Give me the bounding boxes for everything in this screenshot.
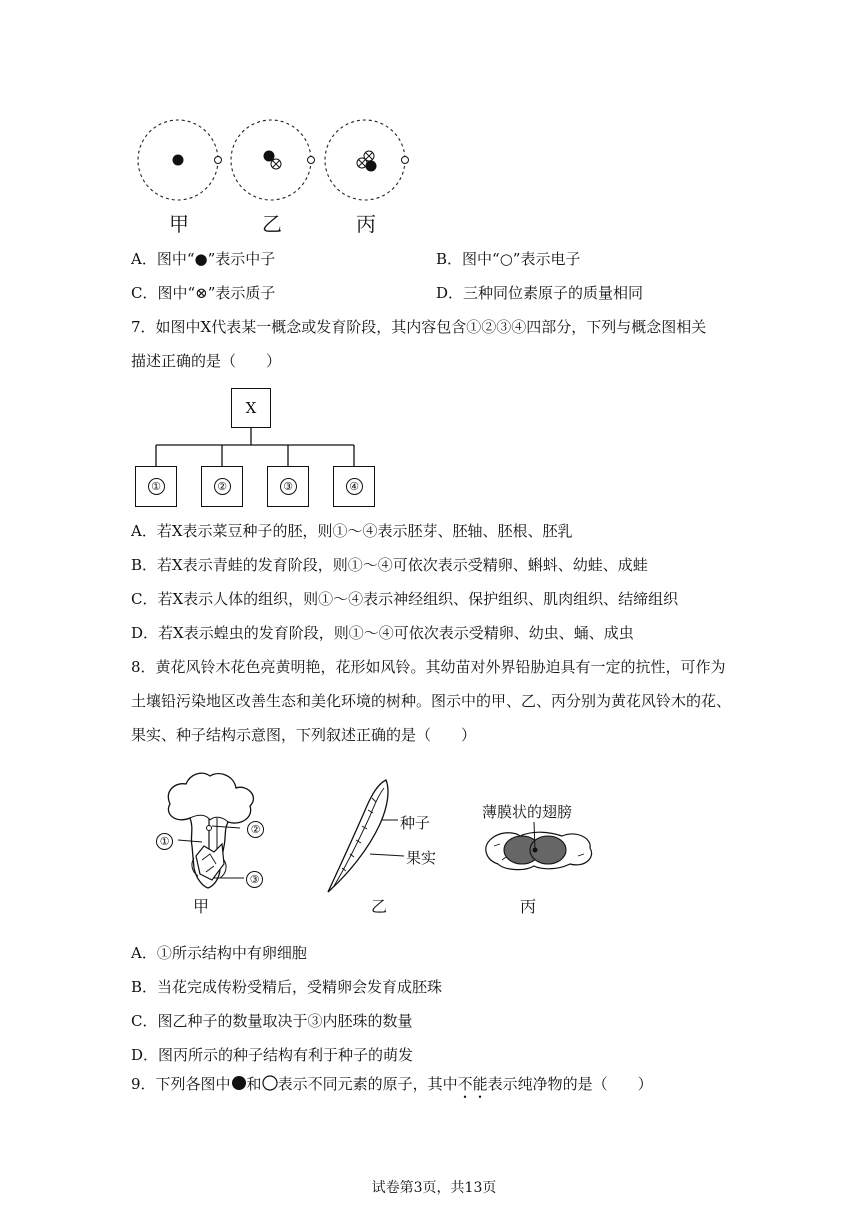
q6-option-d: D．三种同位素原子的质量相同 bbox=[436, 284, 644, 302]
q9-emphasis: 不能 bbox=[457, 1075, 488, 1093]
flower-label-1: ① bbox=[156, 833, 173, 850]
concept-child-box-4: ④ bbox=[333, 466, 375, 507]
concept-child-box-3: ③ bbox=[267, 466, 309, 507]
page-footer: 试卷第3页，共13页 bbox=[371, 1180, 497, 1196]
q9-stem bbox=[131, 1074, 653, 1102]
seed-diagram bbox=[480, 820, 600, 880]
isotope-jia bbox=[138, 120, 222, 200]
q7-option-c: C．若X表示人体的组织，则①～④表示神经组织、保护组织、肌肉组织、结缔组织 bbox=[131, 590, 679, 608]
concept-child-box-2: ② bbox=[201, 466, 243, 507]
flower-label-jia: 甲 bbox=[193, 897, 210, 916]
q7-stem-line1: 7．如图中X代表某一概念或发育阶段，其内容包含①②③④四部分，下列与概念图相关 bbox=[131, 318, 707, 336]
fruit-label-fruit: 果实 bbox=[406, 849, 437, 867]
q8-option-d: D．图丙所示的种子结构有利于种子的萌发 bbox=[131, 1046, 414, 1064]
hollow-atom-icon bbox=[262, 1075, 278, 1091]
q6-option-c: C．图中“⊗”表示质子 bbox=[131, 284, 276, 302]
isotope-yi bbox=[231, 120, 315, 200]
q6-option-b: B．图中“○”表示电子 bbox=[436, 250, 581, 268]
q8-option-a: A．①所示结构中有卵细胞 bbox=[131, 944, 307, 962]
neutron-dot-icon bbox=[173, 155, 184, 166]
isotope-label-bing: 丙 bbox=[356, 212, 376, 236]
concept-root-box: X bbox=[231, 388, 271, 428]
q9-middle: 表示不同元素的原子，其中 bbox=[277, 1075, 458, 1093]
fruit-label-seed: 种子 bbox=[400, 814, 431, 832]
fruit-label-yi: 乙 bbox=[371, 897, 388, 916]
q8-stem-line3: 果实、种子结构示意图，下列叙述正确的是（ ） bbox=[131, 726, 477, 744]
seed-label-bing: 丙 bbox=[520, 897, 537, 916]
flower-label-3: ③ bbox=[246, 871, 263, 888]
flower-label-2: ② bbox=[247, 821, 264, 838]
seed-label-wing: 薄膜状的翅膀 bbox=[482, 803, 573, 821]
q8-option-b: B．当花完成传粉受精后，受精卵会发育成胚珠 bbox=[131, 978, 443, 996]
q7-option-b: B．若X表示青蛙的发育阶段，则①～④可依次表示受精卵、蝌蚪、幼蛙、成蛙 bbox=[131, 556, 648, 574]
electron-icon bbox=[215, 157, 222, 164]
q7-option-d: D．若X表示蝗虫的发育阶段，则①～④可依次表示受精卵、幼虫、蛹、成虫 bbox=[131, 624, 634, 642]
q9-and: 和 bbox=[246, 1075, 262, 1093]
concept-child-box-1: ① bbox=[135, 466, 177, 507]
isotope-label-yi: 乙 bbox=[262, 212, 282, 236]
filled-atom-icon bbox=[231, 1075, 247, 1091]
q8-option-c: C．图乙种子的数量取决于③内胚珠的数量 bbox=[131, 1012, 413, 1030]
q8-stem-line1: 8．黄花风铃木花色亮黄明艳，花形如风铃。其幼苗对外界铅胁迫具有一定的抗性，可作为 bbox=[131, 658, 726, 676]
isotope-label-jia: 甲 bbox=[169, 212, 189, 236]
concept-tree-lines bbox=[150, 427, 360, 467]
isotope-bing bbox=[325, 120, 409, 200]
q9-prefix: 9．下列各图中 bbox=[131, 1075, 231, 1093]
q7-stem-line2: 描述正确的是（ ） bbox=[131, 352, 282, 370]
q8-stem-line2: 土壤铅污染地区改善生态和美化环境的树种。图示中的甲、乙、丙分别为黄花风铃木的花、 bbox=[131, 692, 732, 710]
q9-suffix: 表示纯净物的是（ ） bbox=[487, 1075, 653, 1093]
q6-option-a: A．图中“●”表示中子 bbox=[131, 250, 276, 268]
q7-option-a: A．若X表示菜豆种子的胚，则①～④表示胚芽、胚轴、胚根、胚乳 bbox=[131, 522, 573, 540]
fruit-diagram bbox=[320, 776, 410, 896]
